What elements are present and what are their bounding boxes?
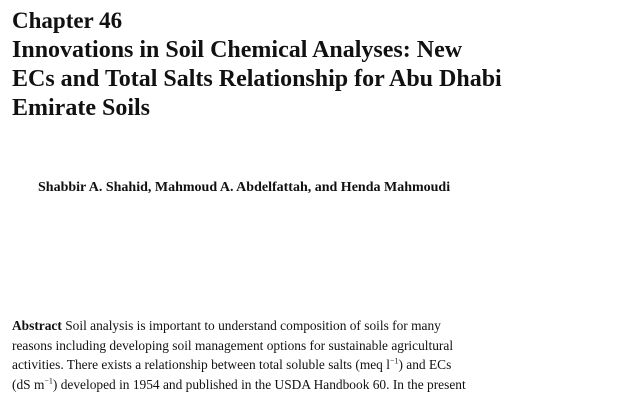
chapter-label: Chapter 46 [12, 8, 123, 33]
abstract-block [12, 316, 628, 394]
chapter-title [12, 36, 632, 123]
abstract-line-3 [12, 355, 628, 375]
abstract-heading: Abstract [12, 318, 62, 333]
chapter-title-line-1: Innovations in Soil Chemical Analyses: New [12, 37, 463, 63]
author-list: Shabbir A. Shahid, Mahmoud A. Abdelfattah, and Henda Mahmoudi [38, 180, 451, 195]
abstract-text-line-4-end: ) developed in 1954 and published in the USDA Handbook 60. In the present [52, 376, 466, 392]
abstract-line-2: reasons including developing soil management options for sustainable agricultural [12, 337, 454, 353]
abstract-line-1 [12, 316, 628, 336]
chapter-title-line-2: ECs and Total Salts Relationship for Abu Dhabi [12, 66, 502, 92]
abstract-text-line-1: Soil analysis is important to understand composition of soils for many [65, 318, 441, 333]
abstract-text-line-4-start: (dS m [12, 376, 45, 392]
abstract-text-line-3: activities. There exists a relationship between total soluble salts (meq l [12, 357, 390, 372]
chapter-title-line-3: Emirate Soils [12, 95, 150, 121]
abstract-line-4 [12, 375, 628, 395]
superscript-minus-one: −1 [389, 356, 399, 366]
superscript-minus-one: −1 [44, 376, 53, 386]
abstract-text-line-3-end: ) and ECs [398, 357, 452, 372]
